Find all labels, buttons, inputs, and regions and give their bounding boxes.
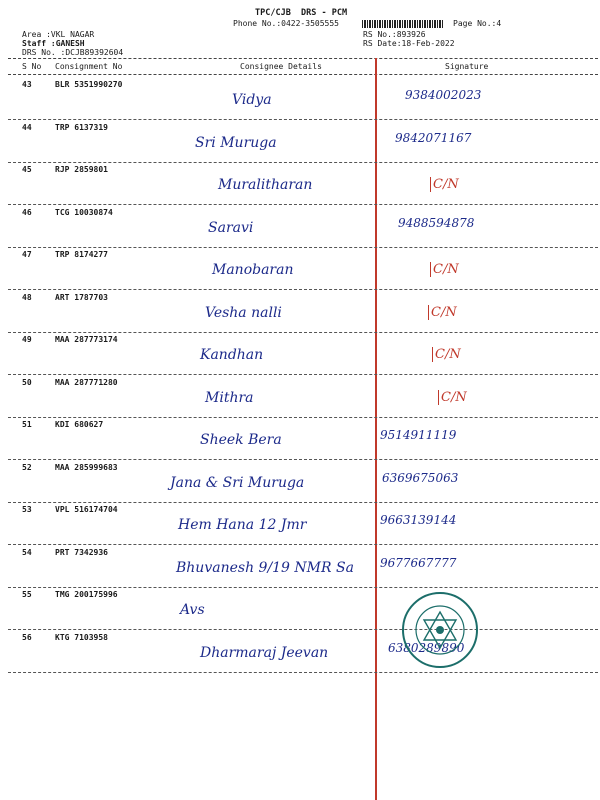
row-consignment-no: TRP 8174277 [55,250,108,259]
row-consignment-no: MAA 287771280 [55,377,118,387]
sheet-title: TPC/CJB DRS - PCM [255,8,348,18]
table-row [0,206,600,248]
rs-date: RS Date:18-Feb-2022 [363,39,455,48]
table-row [0,333,600,375]
row-consignment-no: BLR 5351990270 [55,80,123,89]
company-stamp [400,590,480,670]
table-row [0,418,600,460]
area-label: Area :VKL NAGAR [22,30,95,39]
row-consignment-no: KDI 680627 [55,420,104,429]
cn-mark: C/N [438,390,467,405]
row-sno: 46 [22,207,32,217]
consignee-handwritten: Hem Hana 12 Jmr [178,517,307,533]
row-sno: 49 [22,335,32,344]
row-consignment-no: TCG 10030874 [55,207,113,217]
row-sno: 55 [22,590,32,599]
signature-handwritten: 9677667777 [380,555,457,570]
consignee-handwritten: Dharmaraj Jeevan [200,644,329,661]
row-sno: 51 [22,420,32,429]
row-consignment-no: TMG 200175996 [55,590,118,599]
cn-mark: C/N [428,305,457,320]
consignee-handwritten: Manobaran [212,262,294,278]
consignee-handwritten: Avs [180,602,205,618]
signature-handwritten: 6369675063 [382,470,459,485]
row-consignment-no: PRT 7342936 [55,547,108,557]
table-row [0,291,600,333]
table-row [0,461,600,503]
signature-handwritten: 6380289890 [388,640,465,655]
cn-mark: C/N [430,262,459,277]
table-row [0,78,600,120]
table-row [0,546,600,588]
consignee-handwritten: Jana & Sri Muruga [170,474,305,491]
consignee-handwritten: Mithra [205,389,254,406]
col-header-signature: Signature [445,62,489,71]
column-divider [8,74,598,75]
consignee-handwritten: Vesha nalli [205,304,282,321]
row-sno: 56 [22,632,32,642]
table-row [0,588,600,630]
row-sno: 50 [22,377,32,387]
header-divider [8,58,598,59]
barcode [362,20,444,28]
row-sno: 54 [22,547,32,557]
signature-handwritten: 9488594878 [398,215,475,230]
col-header-consignment: Consignment No [55,62,123,71]
table-row [0,163,600,205]
row-divider [8,672,598,673]
col-header-consignee: Consignee Details [240,62,322,71]
row-sno: 53 [22,505,32,514]
table-row [0,248,600,290]
signature-handwritten: 9514911119 [380,428,457,442]
rs-number: RS No.:893926 [363,30,426,39]
row-consignment-no: MAA 287773174 [55,335,118,344]
consignee-handwritten: Kandhan [200,347,264,363]
row-consignment-no: TRP 6137319 [55,122,108,132]
consignee-handwritten: Sri Muruga [195,134,277,151]
staff-label: Staff :GANESH [22,39,85,48]
row-sno: 43 [22,80,32,89]
table-row [0,121,600,163]
phone-number: Phone No.:0422-3505555 [233,19,339,28]
consignee-handwritten: Sheek Bera [200,432,282,448]
row-sno: 52 [22,462,32,472]
drs-number: DRS No. :DCJB89392604 [22,48,124,57]
row-consignment-no: RJP 2859801 [55,165,108,174]
cn-mark: C/N [430,177,459,192]
row-sno: 47 [22,250,32,259]
table-row [0,503,600,545]
signature-handwritten: 9663139144 [380,513,457,527]
consignee-handwritten: Muralitharan [218,177,313,193]
consignee-handwritten: Bhuvanesh 9/19 NMR Sa [176,559,354,576]
consignee-handwritten: Vidya [232,92,272,108]
signature-handwritten: 9384002023 [405,88,482,102]
row-consignment-no: MAA 285999683 [55,462,118,472]
row-sno: 48 [22,292,32,302]
consignee-handwritten: Saravi [208,219,254,236]
row-sno: 45 [22,165,32,174]
col-header-sno: S No [22,62,42,71]
cn-mark: C/N [432,347,461,362]
row-consignment-no: VPL 516174704 [55,505,118,514]
table-row [0,376,600,418]
row-consignment-no: KTG 7103958 [55,632,108,642]
row-sno: 44 [22,122,32,132]
signature-handwritten: 9842071167 [395,130,472,145]
page-number: Page No.:4 [453,19,502,28]
row-consignment-no: ART 1787703 [55,292,108,302]
table-row [0,631,600,673]
